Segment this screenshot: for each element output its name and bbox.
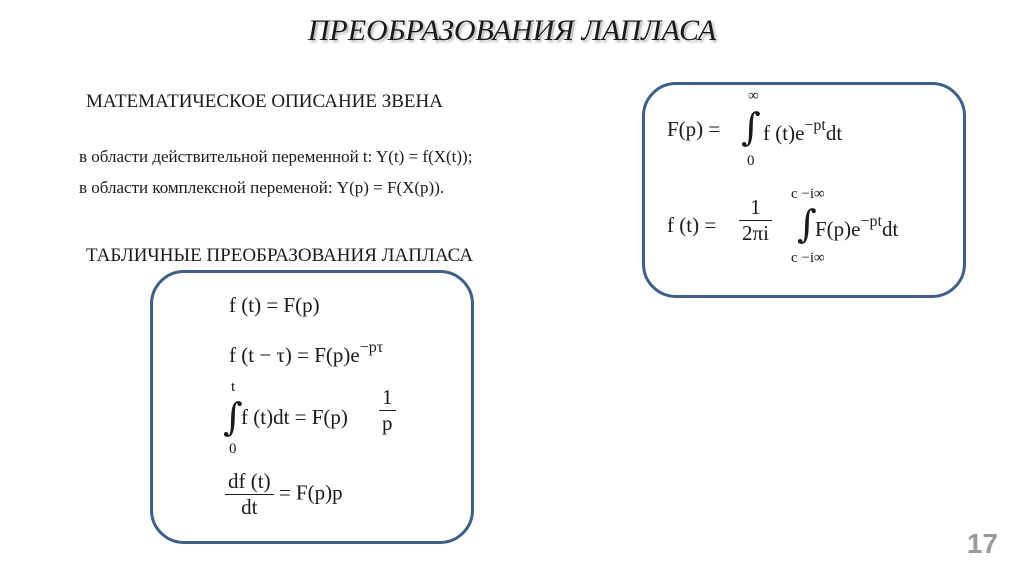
inverse-differential: dt bbox=[881, 217, 899, 241]
laplace-definition-box bbox=[642, 82, 966, 298]
time-shift-exponent: −pτ bbox=[359, 339, 384, 356]
forward-lower-limit: 0 bbox=[747, 153, 755, 169]
page-title: ПРЕОБРАЗОВАНИЯ ЛАПЛАСА bbox=[307, 14, 717, 47]
forward-integrand: f (t)e bbox=[763, 121, 805, 145]
inverse-coef-numerator: 1 bbox=[739, 195, 772, 221]
transform-identity: f (t) = F(p) bbox=[229, 293, 320, 317]
table-transforms-heading: ТАБЛИЧНЫЕ ПРЕОБРАЗОВАНИЯ ЛАПЛАСА bbox=[86, 245, 474, 266]
integration-lower-limit: 0 bbox=[229, 441, 237, 457]
forward-upper-limit: ∞ bbox=[748, 88, 759, 104]
integration-fraction bbox=[379, 385, 396, 436]
derivative-numerator: df (t) bbox=[225, 469, 274, 495]
integration-upper-limit: t bbox=[231, 379, 236, 395]
time-shift-body: f (t − τ) = F(p)e bbox=[229, 343, 360, 367]
complex-domain-line: в области комплексной переменой: Y(p) = F(X(p)). bbox=[79, 178, 445, 197]
integral-sign-icon: ∫ bbox=[797, 202, 817, 246]
forward-transform-rhs bbox=[763, 117, 842, 146]
inverse-transform-rhs bbox=[815, 213, 898, 242]
forward-transform-lhs: F(p) = bbox=[667, 117, 721, 141]
inverse-upper-limit: c −i∞ bbox=[791, 186, 825, 202]
transform-integration: f (t)dt = F(p) bbox=[241, 405, 348, 429]
integral-sign-icon: ∫ bbox=[223, 395, 243, 439]
derivative-denominator: dt bbox=[241, 495, 258, 519]
real-domain-line: в области действительной переменной t: Y(t) = f(X(t)); bbox=[79, 147, 473, 166]
inverse-coefficient bbox=[739, 195, 772, 246]
transform-time-shift bbox=[229, 339, 383, 368]
forward-exponent: −pt bbox=[804, 117, 826, 134]
inverse-lower-limit: c −i∞ bbox=[791, 250, 825, 266]
transform-derivative bbox=[225, 469, 343, 520]
derivative-result: = F(p)p bbox=[278, 480, 343, 505]
math-description-heading: МАТЕМАТИЧЕСКОЕ ОПИСАНИЕ ЗВЕНА bbox=[86, 91, 443, 112]
page-number: 17 bbox=[966, 528, 998, 559]
table-transforms-box bbox=[150, 270, 474, 544]
inverse-coef-denominator: 2πi bbox=[742, 221, 769, 245]
inverse-transform-lhs: f (t) = bbox=[667, 213, 717, 237]
inverse-exponent: −pt bbox=[860, 213, 882, 230]
forward-differential: dt bbox=[825, 121, 843, 145]
integration-numerator: 1 bbox=[379, 385, 396, 411]
integration-denominator: p bbox=[382, 411, 393, 435]
inverse-integrand: F(p)e bbox=[815, 217, 861, 241]
integral-sign-icon: ∫ bbox=[741, 105, 761, 149]
